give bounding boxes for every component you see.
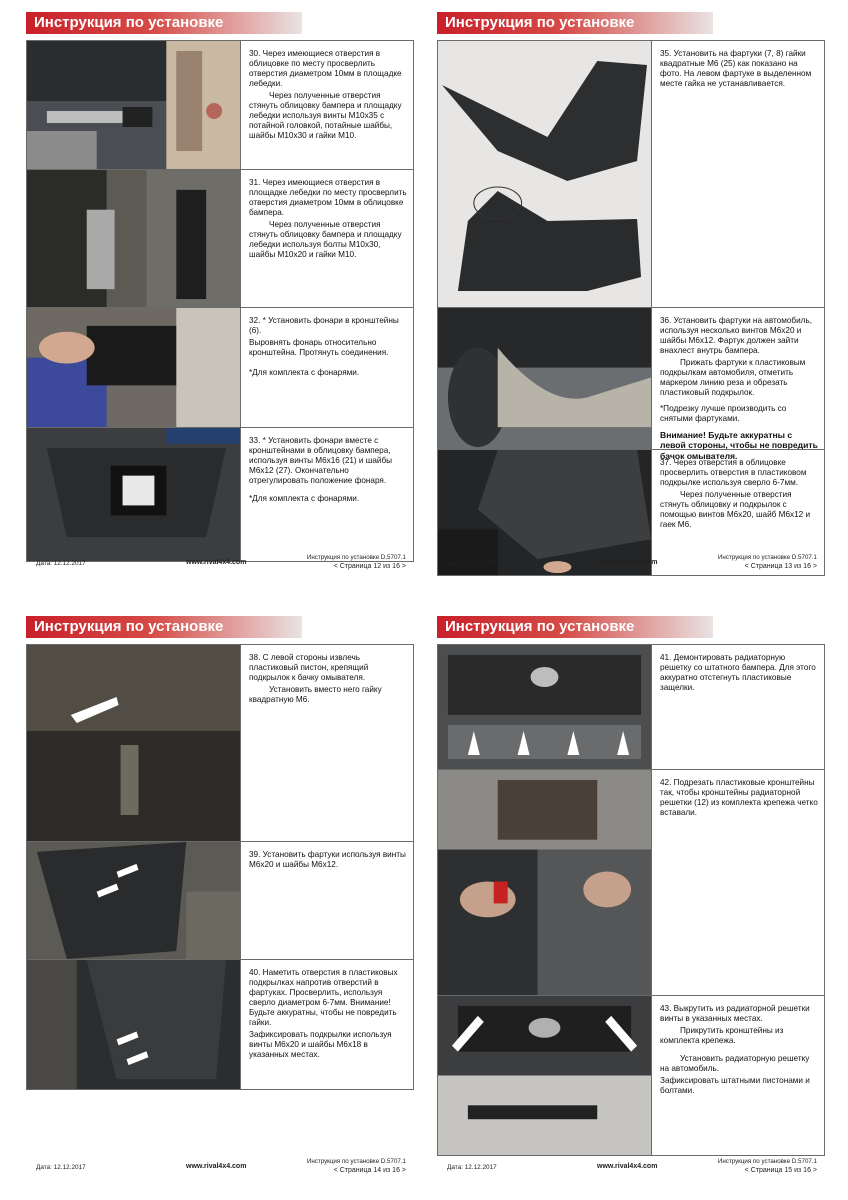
step-text: 32. * Установить фонари в кронштейны (6). Выровнять фонарь относительно кронштейна. Протянуть соединения. *Для комплекта с фонарями. (249, 316, 399, 377)
step-text: 40. Наметить отверстия в пластиковых подкрылках напротив отверстий в фартуках. Просверлить, используя сверло диаметром 6-7мм. Внимание! Будьте аккуратны, чтобы не повредить гайки. Зафиксировать подкрылки используя винты M6x20 и шайбы M6x18 в указанных местах. (249, 968, 398, 1059)
manual-page-13: Инструкция по установке 35. Установить на фартуки (7, 8) гайки квадратные M6 (25) как показано на фото. На левом фартуке в выделенном месте гайка не устанавливается. 36. Установить фартуки на автомобиль, используя несколько винтов M6x20 и шайбы M6x12. Фартук должен зайти внахлест внутрь бампера. Прижать фартуки к пластиковым подкрылкам автомобиля, отметить маркером линию реза и обрезать пластиковый подкрылок. *Подрезку лучше производить со снятыми фартуками. Внимание! Будьте аккуратны с левой стороны, чтобы не повредить бачок омывателя. 37. Через отверстия в облицовке просверлить отверстия в пластиковом подкрылке используя сверло 6-7мм. Через полученные отверстия стянуть облицовку и подкрылок с помощью винтов M6x20, шайб M6x12 и гаек M6. Дата: 12.12.2017 www.rival4x4.com Инструкция по установке D.5707.1 < Страница 13 из 16 > (437, 12, 825, 582)
page-header: Инструкция по установке (26, 12, 302, 34)
step-text: 37. Через отверстия в облицовке просверлить отверстия в пластиковом подкрылке используя сверло 6-7мм. Через полученные отверстия стянуть облицовку и подкрылок с помощью винтов M6x20, шайб M6x12 и гаек M6. (660, 458, 811, 529)
step-row-43 (438, 995, 824, 1155)
step-row-38 (27, 645, 413, 841)
steps-table (26, 40, 414, 562)
step-text: 30. Через имеющиеся отверстия в облицовке по месту просверлить отверстия диаметром 10мм в площадке лебедки. Через полученные отверстия стянуть облицовку бампера и площадку лебедки используя винты M10x35 с потайной головкой, потайные шайбы, шайбы M10x30 и гайки M10. (249, 49, 402, 140)
step-row-40 (27, 959, 413, 1089)
step-photo (438, 41, 652, 307)
step-row-32 (27, 307, 413, 427)
step-row-31 (27, 169, 413, 307)
steps-table (437, 644, 825, 1156)
step-row-42 (438, 769, 824, 995)
step-text: 43. Выкрутить из радиаторной решетки винты в указанных местах. Прикрутить кронштейны из комплекта крепежа. Установить радиаторную решетку на автомобиль. Зафиксировать штатными пистонами и болтами. (660, 1004, 810, 1095)
manual-page-12: Инструкция по установке 30. Через имеющиеся отверстия в облицовке по месту просверлить отверстия диаметром 10мм в площадке лебедки. Через полученные отверстия стянуть облицовку бампера и площадку лебедки используя винты M10x35 с потайной головкой, потайные шайбы, шайбы M10x30 и гайки M10. 31. Через имеющиеся отверстия в площадке лебедки по месту просверлить отверстия диаметром 10мм в облицовке бампера. Через полученные отверстия стянуть облицовку бампера и площадку лебедки используя болты M10x30, шайбы M10x20 и гайки M10. 32. * Установить фонари в кронштейны (6). Выровнять фонарь относительно кронштейна. Протянуть соединения. *Для комплекта с фонарями. 33. * Установить фонари вместе с кронштейнами в облицовку бампера, используя винты M6x16 (21) и шайбы M6x12 (27). Окончательно отрегулировать положение фонаря. *Для комплекта с фонарями. Дата: 12.12.2017 www.rival4x4.com Инструкция по установке D.5707.1 < Страница 12 из 16 > (26, 12, 414, 582)
page-header: Инструкция по установке (437, 616, 713, 638)
manual-page-14: Инструкция по установке 38. С левой стороны извлечь пластиковый пистон, крепящий подкрылок к бачку омывателя. Установить вместо него гайку квадратную M6. 39. Установить фартуки используя винты M6x20 и шайбы M6x12. 40. Наметить отверстия в пластиковых подкрылках напротив отверстий в фартуках. Просверлить, используя сверло диаметром 6-7мм. Внимание! Будьте аккуратны, чтобы не повредить гайки. Зафиксировать подкрылки используя винты M6x20 и шайбы M6x18 в указанных местах. Дата: 12.12.2017 www.rival4x4.com Инструкция по установке D.5707.1 < Страница 14 из 16 > (26, 616, 414, 1186)
step-photo (27, 960, 241, 1089)
step-text: 39. Установить фартуки используя винты M6x20 и шайбы M6x12. (249, 850, 406, 869)
step-photo (27, 645, 241, 841)
step-row-33 (27, 427, 413, 561)
step-text: 38. С левой стороны извлечь пластиковый пистон, крепящий подкрылок к бачку омывателя. Установить вместо него гайку квадратную M6. (249, 653, 382, 704)
step-photo (27, 41, 241, 169)
step-row-30 (27, 41, 413, 169)
step-photo (438, 996, 652, 1155)
step-row-36 (438, 307, 824, 461)
step-text: 41. Демонтировать радиаторную решетку со штатного бампера. Для этого аккуратно отстегнуть пластиковые защелки. (660, 653, 816, 692)
page-header: Инструкция по установке (26, 616, 302, 638)
step-photo (438, 450, 652, 575)
step-text: 35. Установить на фартуки (7, 8) гайки квадратные M6 (25) как показано на фото. На левом фартуке в выделенном месте гайка не устанавливается. (660, 49, 812, 88)
manual-page-15: Инструкция по установке 41. Демонтировать радиаторную решетку со штатного бампера. Для этого аккуратно отстегнуть пластиковые защелки. 42. Подрезать пластиковые кронштейны так, чтобы кронштейны радиаторной решетки (12) из комплекта крепежа четко вставали. 43. Выкрутить из радиаторной решетки винты в указанных местах. Прикрутить кронштейны из комплекта крепежа. Установить радиаторную решетку на автомобиль. Зафиксировать штатными пистонами и болтами. Дата: 12.12.2017 www.rival4x4.com Инструкция по установке D.5707.1 < Страница 15 из 16 > (437, 616, 825, 1186)
step-row-35 (438, 41, 824, 307)
step-photo (27, 308, 241, 427)
step-photo (438, 645, 652, 769)
step-text: 42. Подрезать пластиковые кронштейны так, чтобы кронштейны радиаторной решетки (12) из комплекта крепежа четко вставали. (660, 778, 818, 817)
step-photo (27, 842, 241, 959)
step-text: 31. Через имеющиеся отверстия в площадке лебедки по месту просверлить отверстия диаметром 10мм в облицовке бампера. Через полученные отверстия стянуть облицовку бампера и площадку лебедки используя болты M10x30, шайбы M10x20 и гайки M10. (249, 178, 407, 259)
step-row-39 (27, 841, 413, 959)
step-photo (27, 428, 241, 561)
step-text: 33. * Установить фонари вместе с кронштейнами в облицовку бампера, используя винты M6x16 (21) и шайбы M6x12 (27). Окончательно отрегулировать положение фонаря. *Для комплекта с фонарями. (249, 436, 393, 503)
step-photo (438, 308, 652, 449)
steps-table (437, 40, 825, 576)
steps-table (26, 644, 414, 1090)
page-header: Инструкция по установке (437, 12, 713, 34)
step-photo (438, 770, 652, 995)
step-photo (27, 170, 241, 307)
step-text: 36. Установить фартуки на автомобиль, используя несколько винтов M6x20 и шайбы M6x12. Фартук должен зайти внахлест внутрь бампера. Прижать фартуки к пластиковым подкрылкам автомобиля, отметить маркером линию реза и обрезать пластиковый подкрылок. *Подрезку лучше производить со снятыми фартуками. Внимание! Будьте аккуратны с левой стороны, чтобы не повредить бачок омывателя. (660, 316, 818, 461)
step-row-41 (438, 645, 824, 769)
